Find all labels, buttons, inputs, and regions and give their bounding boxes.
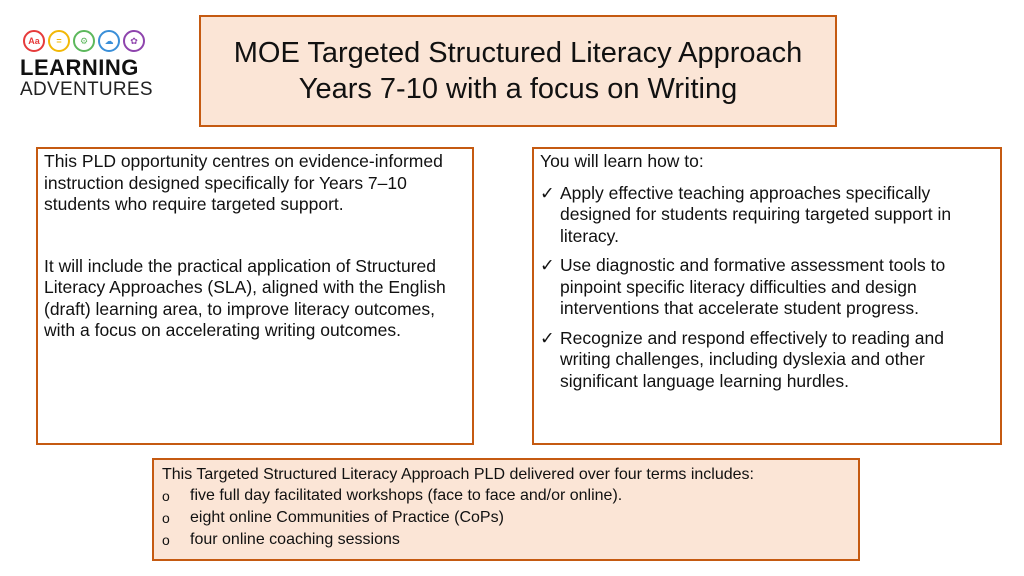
checkmark-icon: ✓ xyxy=(540,327,555,348)
list-item xyxy=(540,183,994,248)
delivery-intro: This Targeted Structured Literacy Approach PLD delivered over four terms includes: xyxy=(162,466,754,483)
brain-icon: ✿ xyxy=(123,30,145,52)
checkmark-icon: ✓ xyxy=(540,255,555,275)
delivery-item-text: eight online Communities of Practice (CoPs) xyxy=(190,509,504,526)
circle-bullet-icon: o xyxy=(162,510,170,526)
description-paragraph-2: It will include the practical application of Structured Literacy Approaches (SLA), aligned with the English (draft) learning area, to improve literacy outcomes, with a focus on accelerating writing outcomes. xyxy=(44,255,446,340)
list-item xyxy=(540,255,994,320)
delivery-item-text: five full day facilitated workshops (face to face and/or online). xyxy=(190,487,623,504)
pld-description-panel xyxy=(36,147,474,445)
title-line-1: MOE Targeted Structured Literacy Approach xyxy=(233,37,803,69)
outcomes-list xyxy=(540,183,994,393)
title-box xyxy=(199,15,837,127)
outcome-text: Apply effective teaching approaches specifically designed for students requiring targeted support in literacy. xyxy=(560,182,952,246)
gears-icon: ⚙ xyxy=(73,30,95,52)
title-line-2: Years 7-10 with a focus on Writing xyxy=(298,73,738,105)
outcome-text: Use diagnostic and formative assessment tools to pinpoint specific literacy difficulties and design interventions that accelerate student progress. xyxy=(560,255,946,318)
delivery-list xyxy=(162,485,850,551)
list-item xyxy=(162,529,850,551)
delivery-item-text: four online coaching sessions xyxy=(190,531,400,548)
learning-adventures-logo xyxy=(20,30,170,100)
circle-bullet-icon: o xyxy=(162,532,170,548)
circle-bullet-icon: o xyxy=(162,488,170,504)
outcomes-intro: You will learn how to: xyxy=(540,151,704,171)
checkmark-icon: ✓ xyxy=(540,182,555,203)
list-item xyxy=(540,328,994,393)
list-item xyxy=(162,485,850,507)
logo-word-adventures: ADVENTURES xyxy=(20,79,153,100)
logo-word-learning: LEARNING xyxy=(20,55,139,80)
outcome-text: Recognize and respond effectively to reading and writing challenges, including dyslexia and other significant language learning hurdles. xyxy=(560,327,944,391)
list-item xyxy=(162,507,850,529)
delivery-summary-panel xyxy=(152,458,860,561)
cloud-icon: ☁ xyxy=(98,30,120,52)
description-paragraph-1: This PLD opportunity centres on evidence-informed instruction designed specifically for Years 7–10 students who require targeted support. xyxy=(44,151,443,214)
aa-letters-icon: Aa xyxy=(23,30,45,52)
learning-outcomes-panel xyxy=(532,147,1002,445)
equals-icon: = xyxy=(48,30,70,52)
logo-icon-row xyxy=(23,30,170,52)
